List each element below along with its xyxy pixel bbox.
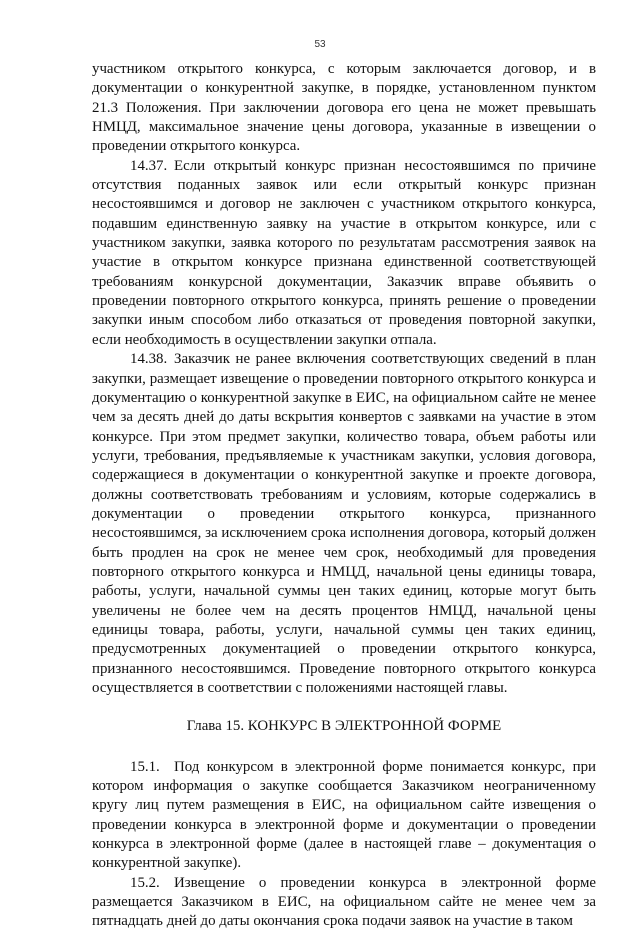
chapter-title: Глава 15. КОНКУРС В ЭЛЕКТРОННОЙ ФОРМЕ: [186, 718, 502, 735]
paragraph-15-1: [92, 758, 596, 874]
paragraph-number: 15.1.: [130, 758, 160, 775]
paragraph-14-37: [92, 157, 596, 350]
paragraph-14-38: [92, 350, 596, 698]
page-number: 53: [314, 39, 326, 50]
paragraph-text: Заказчик не ранее включения соответствующих сведений в план закупки, размещает извещение о проведении повторного открытого конкурса и документацию о конкурентной закупке в ЕИС, на официальном сайте не менее чем за десять дней до даты вскрытия конвертов с заявками на участие в этом конкурсе. При этом предмет закупки, количество товара, объем работы или услуги, требования, предъявляемые к участникам закупки, условия договора, содержащиеся в документации о конкурентной закупке и проекте договора, должны соответствовать требованиям и условиям, которые содержались в документации о проведении открытого конкурса, признанного несостоявшимся, за исключением срока исполнения договора, который должен быть продлен на срок не менее чем срок, необходимый для проведения повторного открытого конкурса и НМЦД, начальной цены единицы товара, работы, услуги, начальной суммы цен таких единиц, которые могут быть увеличены не более чем на десять процентов НМЦД, начальной цены единицы товара, работы, услуги, начальной суммы цен таких единиц, предусмотренных документацией о проведении открытого конкурса, признанного несостоявшимся. Проведение повторного открытого конкурса осуществляется в соответствии с положениями настоящей главы.: [92, 351, 596, 696]
paragraph-text: Под конкурсом в электронной форме понимается конкурс, при котором информация о закупке сообщается Заказчиком неограниченному кругу лиц путем размещения в ЕИС, на официальном сайте извещения о проведении конкурса в электронной форме и документации о проведении конкурса в электронной форме (далее в настоящей главе – документация о конкурентной закупке).: [92, 758, 596, 872]
document-body: [92, 60, 596, 932]
paragraph-15-2: [92, 874, 596, 932]
paragraph-text: Извещение о проведении конкурса в электронной форме размещается Заказчиком в ЕИС, на официальном сайте не менее чем за пятнадцать дней до даты окончания срока подачи заявок на участие в таком: [92, 874, 596, 930]
paragraph-number: 14.37.: [130, 157, 168, 174]
paragraph-text: Если открытый конкурс признан несостоявшимся по причине отсутствия поданных заявок или если открытый конкурс признан несостоявшимся и договор не заключен с участником открытого конкурса, подавшим единственную заявку на участие в открытом конкурсе, или с участником закупки, заявка которого по результатам рассмотрения заявок на участие в открытом конкурсе признана единственной соответствующей требованиям конкурсной документации, Заказчик вправе объявить о проведении повторного открытого конкурса, принять решение о проведении закупки иным способом либо отказаться от проведения повторной закупки, если необходимость в осуществлении закупки отпала.: [92, 157, 596, 348]
paragraph-number: 15.2.: [130, 874, 160, 891]
paragraph-continuation: участником открытого конкурса, с которым заключается договор, и в документации о конкурентной закупке, в порядке, установленном пунктом 21.3 Положения. При заключении договора его цена не может превышать НМЦД, максимальное значение цены договора, указанные в извещении о проведении открытого конкурса.: [92, 61, 596, 155]
paragraph-number: 14.38.: [130, 351, 168, 368]
